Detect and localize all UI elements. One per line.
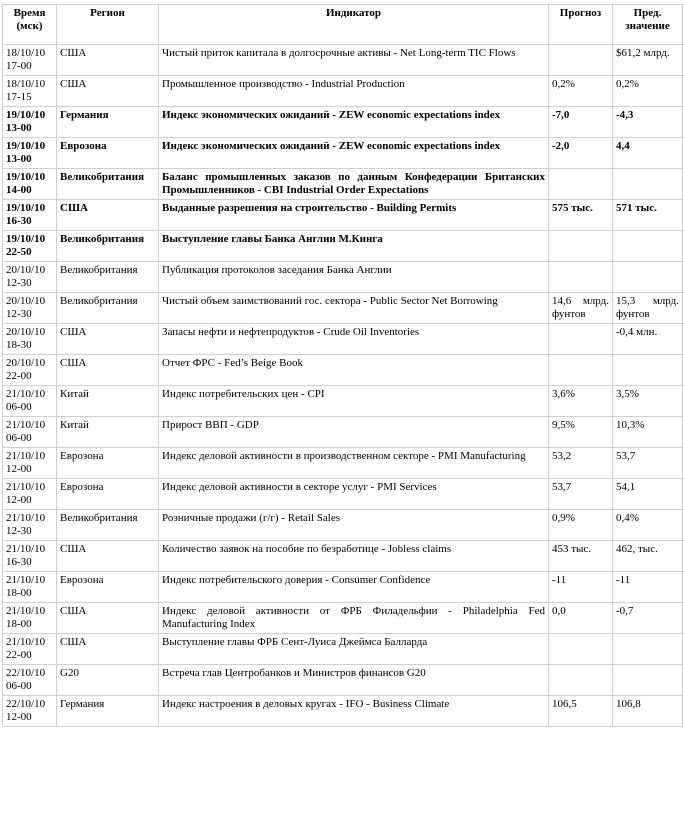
cell-time: 21/10/10 18-00 (3, 572, 57, 603)
table-row (3, 107, 683, 138)
cell-previous: 0,2% (613, 76, 683, 107)
cell-previous (613, 262, 683, 293)
cell-indicator: Выданные разрешения на строительство - Building Permits (159, 200, 549, 231)
cell-indicator: Индекс экономических ожиданий - ZEW economic expectations index (159, 107, 549, 138)
cell-indicator: Количество заявок на пособие по безработице - Jobless claims (159, 541, 549, 572)
table-row (3, 510, 683, 541)
header-time: Время (мск) (3, 5, 57, 45)
cell-time: 18/10/10 17-00 (3, 45, 57, 76)
cell-time: 21/10/10 12-00 (3, 448, 57, 479)
cell-indicator: Индекс потребительского доверия - Consumer Confidence (159, 572, 549, 603)
cell-indicator: Отчет ФРС - Fed’s Beige Book (159, 355, 549, 386)
cell-time: 18/10/10 17-15 (3, 76, 57, 107)
cell-region: Еврозона (57, 138, 159, 169)
cell-indicator: Прирост ВВП - GDP (159, 417, 549, 448)
cell-indicator: Баланс промышленных заказов по данным Конфедерации Британских Промышленников - CBI Industrial Order Expectations (159, 169, 549, 200)
table-row (3, 45, 683, 76)
cell-indicator: Розничные продажи (г/г) - Retail Sales (159, 510, 549, 541)
cell-indicator: Запасы нефти и нефтепродуктов - Crude Oil Inventories (159, 324, 549, 355)
table-row (3, 665, 683, 696)
table-row (3, 138, 683, 169)
cell-forecast (549, 355, 613, 386)
cell-forecast (549, 324, 613, 355)
cell-indicator: Индекс потребительских цен - CPI (159, 386, 549, 417)
header-previous: Пред. значение (613, 5, 683, 45)
header-indicator: Индикатор (159, 5, 549, 45)
cell-region: США (57, 355, 159, 386)
table-header-row (3, 5, 683, 45)
cell-previous: -11 (613, 572, 683, 603)
cell-time: 19/10/10 14-00 (3, 169, 57, 200)
cell-previous (613, 634, 683, 665)
cell-region: США (57, 45, 159, 76)
cell-indicator: Индекс деловой активности в производственном секторе - PMI Manufacturing (159, 448, 549, 479)
cell-region: Великобритания (57, 262, 159, 293)
cell-forecast: 575 тыс. (549, 200, 613, 231)
cell-previous: -0,4 млн. (613, 324, 683, 355)
cell-forecast (549, 169, 613, 200)
cell-previous: 571 тыс. (613, 200, 683, 231)
cell-previous: 4,4 (613, 138, 683, 169)
table-row (3, 200, 683, 231)
cell-forecast: 53,7 (549, 479, 613, 510)
cell-time: 22/10/10 12-00 (3, 696, 57, 727)
cell-time: 22/10/10 06-00 (3, 665, 57, 696)
table-row (3, 386, 683, 417)
cell-previous: -0,7 (613, 603, 683, 634)
cell-indicator: Промышленное производство - Industrial Production (159, 76, 549, 107)
cell-indicator: Выступление главы Банка Англии М.Кинга (159, 231, 549, 262)
cell-forecast: -11 (549, 572, 613, 603)
cell-region: Великобритания (57, 169, 159, 200)
cell-forecast: 53,2 (549, 448, 613, 479)
cell-indicator: Индекс деловой активности от ФРБ Филадельфии - Philadelphia Fed Manufacturing Index (159, 603, 549, 634)
cell-indicator: Публикация протоколов заседания Банка Англии (159, 262, 549, 293)
table-row (3, 355, 683, 386)
cell-forecast: 0,0 (549, 603, 613, 634)
cell-forecast (549, 665, 613, 696)
table-row (3, 417, 683, 448)
cell-region: США (57, 634, 159, 665)
header-forecast: Прогноз (549, 5, 613, 45)
cell-region: Германия (57, 696, 159, 727)
cell-region: Еврозона (57, 479, 159, 510)
table-row (3, 231, 683, 262)
cell-time: 21/10/10 22-00 (3, 634, 57, 665)
cell-time: 21/10/10 12-00 (3, 479, 57, 510)
cell-region: Китай (57, 417, 159, 448)
cell-previous: 0,4% (613, 510, 683, 541)
cell-region: Великобритания (57, 293, 159, 324)
table-body (3, 45, 683, 727)
table-row (3, 76, 683, 107)
cell-previous: 106,8 (613, 696, 683, 727)
table-row (3, 696, 683, 727)
cell-forecast: -2,0 (549, 138, 613, 169)
cell-previous (613, 355, 683, 386)
table-row (3, 634, 683, 665)
cell-region: США (57, 603, 159, 634)
cell-time: 21/10/10 16-30 (3, 541, 57, 572)
cell-forecast: 14,6 млрд. фунтов (549, 293, 613, 324)
cell-previous: $61,2 млрд. (613, 45, 683, 76)
cell-forecast: 9,5% (549, 417, 613, 448)
cell-region: Китай (57, 386, 159, 417)
cell-time: 20/10/10 12-30 (3, 262, 57, 293)
table-row (3, 169, 683, 200)
economic-calendar-table (2, 4, 683, 727)
cell-time: 20/10/10 22-00 (3, 355, 57, 386)
table-row (3, 324, 683, 355)
cell-previous: -4,3 (613, 107, 683, 138)
cell-forecast: 0,9% (549, 510, 613, 541)
cell-region: США (57, 541, 159, 572)
cell-previous (613, 231, 683, 262)
cell-forecast: -7,0 (549, 107, 613, 138)
cell-forecast: 3,6% (549, 386, 613, 417)
cell-previous: 15,3 млрд. фунтов (613, 293, 683, 324)
cell-indicator: Чистый объем заимствований гос. сектора - Public Sector Net Borrowing (159, 293, 549, 324)
cell-indicator: Индекс деловой активности в секторе услуг - PMI Services (159, 479, 549, 510)
cell-forecast (549, 262, 613, 293)
cell-time: 21/10/10 06-00 (3, 386, 57, 417)
table-row (3, 479, 683, 510)
cell-time: 20/10/10 12-30 (3, 293, 57, 324)
cell-previous (613, 665, 683, 696)
cell-region: Еврозона (57, 448, 159, 479)
cell-indicator: Индекс настроения в деловых кругах - IFO - Business Climate (159, 696, 549, 727)
cell-previous: 53,7 (613, 448, 683, 479)
cell-forecast (549, 231, 613, 262)
cell-previous: 54,1 (613, 479, 683, 510)
cell-indicator: Выступление главы ФРБ Сент-Луиса Джеймса Балларда (159, 634, 549, 665)
table-row (3, 262, 683, 293)
table-row (3, 572, 683, 603)
cell-region: Германия (57, 107, 159, 138)
cell-indicator: Чистый приток капитала в долгосрочные активы - Net Long-term TIC Flows (159, 45, 549, 76)
cell-time: 19/10/10 13-00 (3, 138, 57, 169)
cell-forecast: 106,5 (549, 696, 613, 727)
cell-time: 21/10/10 18-00 (3, 603, 57, 634)
cell-forecast: 453 тыс. (549, 541, 613, 572)
cell-time: 19/10/10 13-00 (3, 107, 57, 138)
cell-forecast (549, 45, 613, 76)
table-row (3, 541, 683, 572)
cell-forecast (549, 634, 613, 665)
table-row (3, 603, 683, 634)
header-region: Регион (57, 5, 159, 45)
cell-region: Великобритания (57, 231, 159, 262)
cell-indicator: Встреча глав Центробанков и Министров финансов G20 (159, 665, 549, 696)
cell-time: 21/10/10 12-30 (3, 510, 57, 541)
table-row (3, 293, 683, 324)
cell-previous: 3,5% (613, 386, 683, 417)
table-row (3, 448, 683, 479)
cell-region: Великобритания (57, 510, 159, 541)
cell-region: G20 (57, 665, 159, 696)
cell-time: 20/10/10 18-30 (3, 324, 57, 355)
cell-previous: 10,3% (613, 417, 683, 448)
cell-forecast: 0,2% (549, 76, 613, 107)
cell-region: США (57, 76, 159, 107)
cell-time: 19/10/10 16-30 (3, 200, 57, 231)
cell-time: 21/10/10 06-00 (3, 417, 57, 448)
cell-previous: 462, тыс. (613, 541, 683, 572)
cell-indicator: Индекс экономических ожиданий - ZEW economic expectations index (159, 138, 549, 169)
cell-region: Еврозона (57, 572, 159, 603)
cell-region: США (57, 324, 159, 355)
cell-previous (613, 169, 683, 200)
cell-region: США (57, 200, 159, 231)
cell-time: 19/10/10 22-50 (3, 231, 57, 262)
